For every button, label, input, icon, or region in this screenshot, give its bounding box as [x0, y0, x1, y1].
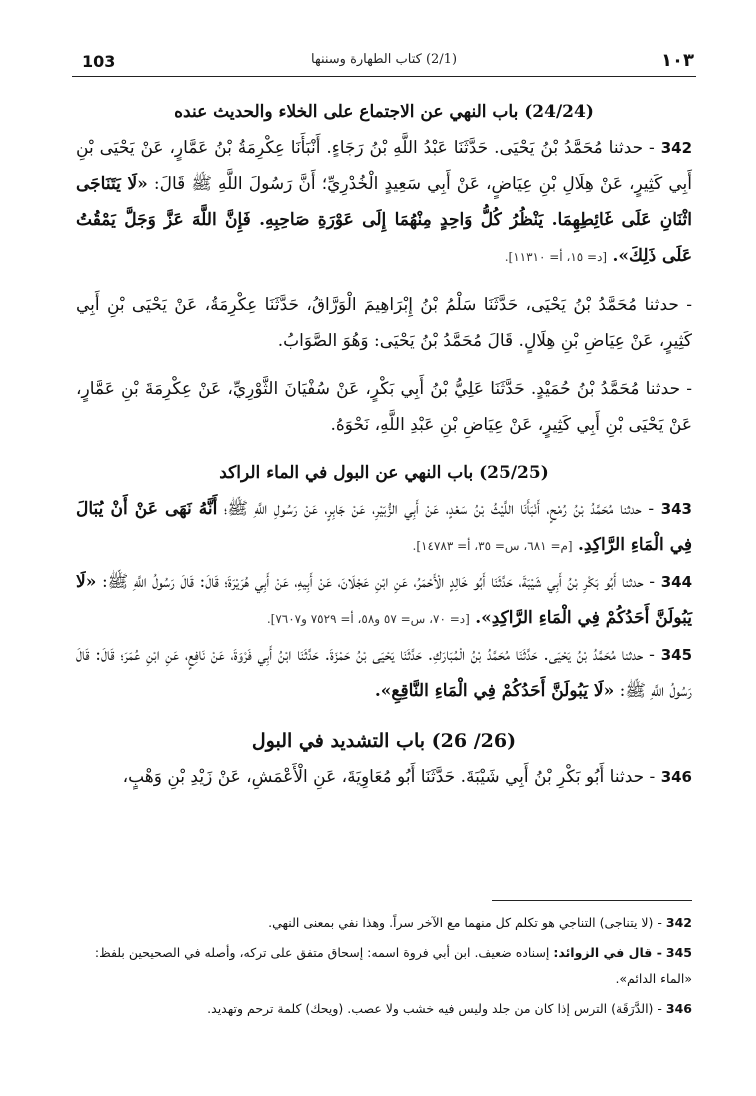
hadith-text: - حدثنا مُحَمَّدُ بْنُ رُمْحٍ، أَنْبَأَنَا اللَّيْثُ بْنُ سَعْدٍ، عَنْ أَبِي الزُّبَيْرِ، عَنْ جَابِرٍ، عَنْ رَسُولِ اللَّهِ ﷺ؛: [217, 499, 655, 519]
main-text: [76, 94, 692, 795]
hadith-reference: [د= ٧٠، س= ٥٧ و٥٨، أ= ٧٥٢٩ و٧٦٠٧].: [266, 612, 470, 626]
hadith-matn: «لَا يَتَنَاجَى اثْنَانِ عَلَى غَائِطِهِمَا. يَنْظُرُ كُلُّ وَاحِدٍ مِنْهُمَا إِلَى عَوْرَةِ صَاحِبِهِ. فَإِنَّ اللَّهَ عَزَّ وَجَلَّ يَمْقُتُ عَلَى ذَلِكَ».: [76, 174, 692, 266]
hadith-number: 342: [660, 139, 693, 157]
footnote-number: 342: [665, 915, 692, 930]
running-title: (2/1) كتاب الطهارة وسننها: [310, 52, 458, 67]
hadith-reference: [م= ٦٨١، س= ٣٥، أ= ١٤٧٨٣].: [412, 539, 573, 553]
footnote-346: [76, 996, 692, 1022]
footnote-text: - (لا يتناجى) التناجي هو تكلم كل منهما مع الآخر سراً. وهذا نفي بمعنى النهي.: [268, 915, 662, 930]
chapter-heading: (26/ 26) باب التشديد في البول: [251, 730, 517, 752]
footnote-345: [76, 940, 692, 992]
hadith-342-chain-3: - حدثنا مُحَمَّدُ بْنُ حُمَيْدٍ. حَدَّثَنَا عَلِيُّ بْنُ أَبِي بَكْرٍ، عَنْ سُفْيَانَ الثَّوْرِيِّ، عَنْ عِكْرِمَةَ بْنِ عَمَّارٍ، عَنْ يَحْيَى بْنِ أَبِي كَثِيرٍ، عَنْ عِيَاضِ بْنِ عَبْدِ اللَّهِ، نَحْوَهُ.: [76, 379, 692, 435]
page-number-arabic: ١٠٣: [661, 50, 694, 71]
page-number-latin: 103: [82, 52, 116, 71]
footnotes: [76, 910, 692, 1026]
hadith-text: - حدثنا أَبُو بَكْرِ بْنُ أَبِي شَيْبَةَ. حَدَّثَنَا أَبُو مُعَاوِيَةَ، عَنِ الْأَعْمَشِ، عَنْ زَيْدِ بْنِ وَهْبٍ،: [122, 767, 656, 787]
footnote-number: 346: [665, 1001, 692, 1016]
hadith-345: [76, 637, 692, 709]
footnote-heading: - قال في الزوائد:: [553, 945, 662, 960]
hadith-344: [76, 564, 692, 637]
page-header: [72, 46, 696, 77]
hadith-342: [76, 130, 692, 275]
hadith-matn: «لَا يَبُولَنَّ أَحَدُكُمْ فِي الْمَاءِ الرَّاكِدِ».: [76, 572, 692, 628]
hadith-matn: «لَا يَبُولَنَّ أَحَدُكُمْ فِي الْمَاءِ النَّاقِعِ».: [374, 681, 615, 701]
hadith-number: 345: [660, 646, 693, 664]
footnote-342: [76, 910, 692, 936]
hadith-reference: [د= ١٥، أ= ١١٣١٠].: [504, 250, 608, 264]
hadith-number: 346: [660, 768, 692, 786]
hadith-number: 344: [660, 573, 693, 591]
hadith-text: - حدثنا مُحَمَّدُ بْنُ يَحْيَى. حَدَّثَنَا مُحَمَّدُ بْنُ الْمُبَارَكِ. حَدَّثَنَا يَحْيَى بْنُ حَمْزَةَ. حَدَّثَنَا ابْنُ أَبِي فَرْوَةَ، عَنْ نَافِعٍ، عَنِ ابْنِ عُمَرَ؛ قَالَ: قَالَ رَسُولُ اللَّهِ ﷺ:: [76, 645, 692, 701]
hadith-text: - حدثنا مُحَمَّدُ بْنُ يَحْيَى. حَدَّثَنَا عَبْدُ اللَّهِ بْنُ رَجَاءٍ. أَنْبَأَنَا عِكْرِمَةُ بْنُ عَمَّارٍ، عَنْ يَحْيَى بْنِ أَبِي كَثِيرٍ، عَنْ هِلَالِ بْنِ عِيَاضٍ، عَنْ أَبِي سَعِيدٍ الْخُدْرِيِّ؛ أَنَّ رَسُولَ اللَّهِ ﷺ قَالَ:: [76, 138, 692, 194]
hadith-matn: أَنَّهُ نَهَى عَنْ أَنْ يُبَالَ فِي الْمَاءِ الرَّاكِدِ.: [76, 499, 692, 555]
hadith-342-chain-2: - حدثنا مُحَمَّدُ بْنُ يَحْيَى، حَدَّثَنَا سَلْمُ بْنُ إِبْرَاهِيمَ الْوَرَّاقُ، حَدَّثَنَا عِكْرِمَةُ، عَنْ يَحْيَى بْنِ أَبِي كَثِيرٍ، عَنْ عِيَاضِ بْنِ هِلَالٍ. قَالَ مُحَمَّدُ بْنُ يَحْيَى: وَهُوَ الصَّوَابُ.: [76, 295, 692, 351]
footnote-text: - (الدَّرَقَة) الترس إذا كان من جلد وليس فيه خشب ولا عصب. (ويحك) كلمة ترحم وتهديد.: [207, 1001, 662, 1016]
hadith-text: - حدثنا أَبُو بَكْرِ بْنُ أَبِي شَيْبَةَ، حَدَّثَنَا أَبُو خَالِدٍ الْأَحْمَرُ، عَنِ ابْنِ عَجْلَانَ، عَنْ أَبِيهِ، عَنْ أَبِي هُرَيْرَةَ؛ قَالَ: قَالَ رَسُولُ اللَّهِ ﷺ:: [96, 572, 656, 592]
chapter-heading: (25/25) باب النهي عن البول في الماء الراكد: [219, 463, 549, 483]
footnote-text: إسناده ضعيف. ابن أبي فروة اسمه: إسحاق متفق على تركه، وأصله في الصحيحين بلفظ: «الماء الدائم».: [94, 945, 692, 986]
hadith-346: [76, 759, 692, 795]
hadith-343: [76, 491, 692, 564]
footnote-divider: [492, 900, 692, 901]
hadith-number: 343: [660, 500, 692, 518]
footnote-number: 345: [665, 945, 692, 960]
chapter-heading: (24/24) باب النهي عن الاجتماع على الخلاء والحديث عنده: [174, 102, 594, 122]
